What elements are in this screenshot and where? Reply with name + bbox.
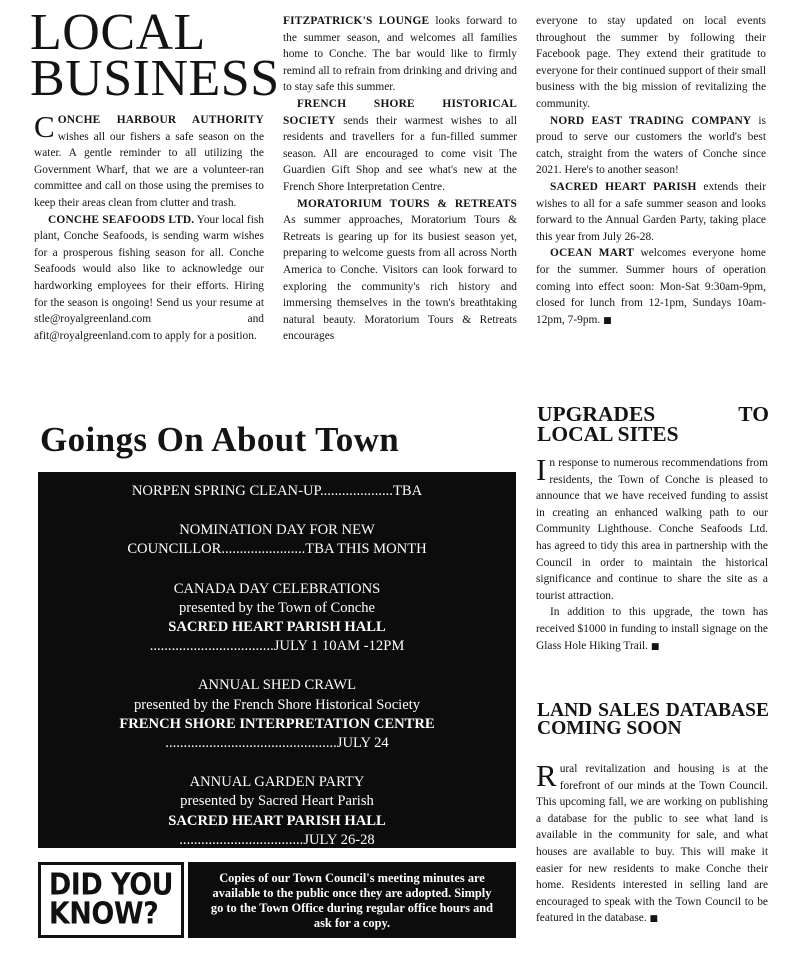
paragraph-text: wishes all our fishers a safe season on the water. A gentle reminder to all utilizing the Government Wharf, that we are a volunteer-ran committee and call on those using the premises to keep their areas clean from clutter and trash. bbox=[34, 130, 264, 209]
article-paragraph bbox=[536, 245, 766, 329]
event-line: NOMINATION DAY FOR NEW bbox=[179, 522, 375, 539]
article-paragraph bbox=[536, 113, 766, 179]
event-item bbox=[38, 773, 516, 850]
did-you-know-note: Copies of our Town Council's meeting minutes are available to the public once they are adopted. Simply go to the Town Office during regular office hours and ask for a copy. bbox=[188, 862, 516, 938]
article-paragraph bbox=[536, 179, 766, 245]
dyk-line-2: KNOW? bbox=[48, 896, 159, 932]
event-line: SACRED HEART PARISH HALL bbox=[168, 619, 386, 636]
land-sales-article bbox=[536, 758, 768, 928]
event-line: FRENCH SHORE INTERPRETATION CENTRE bbox=[119, 715, 435, 732]
event-line: ANNUAL SHED CRAWL bbox=[197, 677, 356, 694]
business-column-3 bbox=[536, 13, 766, 329]
paragraph-text: sends their warmest wishes to all residents and travellers for a fun-filled summer season. All are encouraged to come visit The Guardien Gift Shop and see what's new at the French Shore Interpretation Centre. bbox=[283, 114, 517, 193]
paragraph-text: is proud to serve our customers the world's best catch, straight from the waters of Conche since 2021. Here's to another season! bbox=[536, 114, 766, 177]
did-you-know-label bbox=[48, 867, 174, 932]
business-name: ONCHE HARBOUR AUTHORITY bbox=[57, 114, 264, 126]
end-mark: ■ bbox=[603, 315, 612, 326]
event-line: presented by Sacred Heart Parish bbox=[180, 793, 374, 810]
paragraph-text: extends their wishes to all for a safe summer season and looks forward to the Annual Garden Party, taking place this year from July 26-28. bbox=[536, 180, 766, 243]
event-line: NORPEN SPRING CLEAN-UP....................TBA bbox=[131, 483, 423, 499]
paragraph-text: As summer approaches, Moratorium Tours & Retreats is gearing up for its busiest season yet, preparing to welcome guests from all across North America to Conche. Visitors can look forward to exploring the community's rich history and immersing themselves in the town's breathtaking natural beauty. Moratorium Tours & Retreats encourages bbox=[283, 214, 517, 343]
upgrades-article bbox=[536, 452, 768, 655]
article-paragraph bbox=[34, 212, 264, 345]
business-column-2 bbox=[283, 13, 517, 345]
paragraph-text: ural revitalization and housing is at the forefront of our minds at the Town Council. This upcoming fall, we are working on publishing a database for the public to see what land is available in the community for sale, and what houses are available to buy. This will make it easier for new residents to make Conche their home. Residents interested in selling land are encouraged to speak with the Town Council to be featured in the database. bbox=[536, 763, 768, 925]
goings-on-title: Goings On About Town bbox=[40, 420, 400, 459]
article-paragraph bbox=[34, 109, 264, 212]
article-paragraph bbox=[283, 196, 517, 345]
event-item bbox=[38, 482, 516, 501]
business-name: MORATORIUM TOURS & RETREATS bbox=[297, 197, 517, 210]
paragraph-text: n response to numerous recommendations from residents, the Town of Conche is pleased to announce that we have received funding to assist in creating an enhanced walking path to our Community Lighthouse. Conche Seafoods Ltd. has agreed to tidy this area in partnership with the Council in order to maintain the historical significance and continue to share the site as a tourist attraction. bbox=[536, 457, 768, 602]
business-name: FRENCH SHORE HISTORICAL SOCIETY bbox=[283, 97, 517, 127]
event-line: ..................................JULY 1 10AM -12PM bbox=[149, 638, 405, 655]
drop-cap: R bbox=[536, 758, 557, 793]
heading-line-2: BUSINESS bbox=[30, 50, 280, 107]
upgrades-heading: UPGRADES TO LOCAL SITES bbox=[537, 402, 769, 446]
article-paragraph bbox=[536, 452, 768, 604]
business-column-1 bbox=[34, 109, 264, 344]
event-line: COUNCILLOR.......................TBA THIS MONTH bbox=[127, 541, 427, 558]
drop-cap: I bbox=[536, 452, 547, 487]
event-line: presented by the Town of Conche bbox=[178, 599, 376, 616]
event-line: SACRED HEART PARISH HALL bbox=[168, 812, 386, 829]
business-name: NORD EAST TRADING COMPANY bbox=[550, 114, 752, 127]
article-paragraph bbox=[536, 13, 766, 113]
article-paragraph bbox=[283, 96, 517, 196]
paragraph-text: In addition to this upgrade, the town has received $1000 in funding to install signage on the Glass Hole Hiking Trail. bbox=[536, 606, 768, 652]
event-line: presented by the French Shore Historical Society bbox=[133, 696, 421, 713]
paragraph-text: welcomes everyone home for the summer. Summer hours of operation coming into effect soon: Mon-Sat 9:30am-9pm, closed for lunch from 12-1pm, Sundays 10am-12pm, 7-9pm. bbox=[536, 247, 766, 326]
event-line: ..................................JULY 26-28 bbox=[179, 831, 375, 848]
article-paragraph bbox=[283, 13, 517, 96]
paragraph-text: Your local fish plant, Conche Seafoods, is sending warm wishes for a prosperous fishing season for all. Conche Seafoods would also like to acknowledge our hardworking employees for their efforts. Hiring for the season is ongoing! Send us your resume at stle@royalgreenland.com and afit@royalgreenland.com to apply for a position. bbox=[34, 213, 264, 342]
event-line: ANNUAL GARDEN PARTY bbox=[189, 774, 365, 791]
end-mark: ■ bbox=[650, 641, 660, 652]
event-item bbox=[38, 676, 516, 753]
paragraph-text: everyone to stay updated on local events throughout the summer by following their Facebook page. They extend their gratitude to everyone for their continued support of their small business with the big mission of revitalizing the community. bbox=[536, 15, 766, 110]
heading-line-1: LOCAL bbox=[30, 4, 206, 61]
business-name: SACRED HEART PARISH bbox=[550, 180, 697, 193]
business-name: CONCHE SEAFOODS LTD. bbox=[48, 213, 195, 226]
article-paragraph bbox=[536, 758, 768, 928]
drop-cap: C bbox=[34, 109, 55, 144]
business-name: FITZPATRICK'S LOUNGE bbox=[283, 15, 430, 27]
event-item bbox=[38, 521, 516, 559]
land-sales-heading: LAND SALES DATABASE COMING SOON bbox=[537, 700, 769, 739]
article-paragraph bbox=[536, 604, 768, 655]
events-listing bbox=[38, 472, 516, 848]
business-name: OCEAN MART bbox=[550, 247, 634, 260]
end-mark: ■ bbox=[649, 914, 659, 925]
dyk-line-1: DID YOU bbox=[48, 867, 174, 903]
paragraph-text: looks forward to the summer season, and welcomes all families home to Conche. The bar would like to firmly remind all to refrain from drinking and driving and to stay safe this summer. bbox=[283, 15, 518, 94]
event-line: CANADA DAY CELEBRATIONS bbox=[173, 580, 381, 597]
event-line: ...............................................JULY 24 bbox=[165, 735, 389, 752]
local-business-heading bbox=[30, 4, 280, 107]
event-item bbox=[38, 580, 516, 657]
did-you-know-box bbox=[38, 862, 184, 938]
